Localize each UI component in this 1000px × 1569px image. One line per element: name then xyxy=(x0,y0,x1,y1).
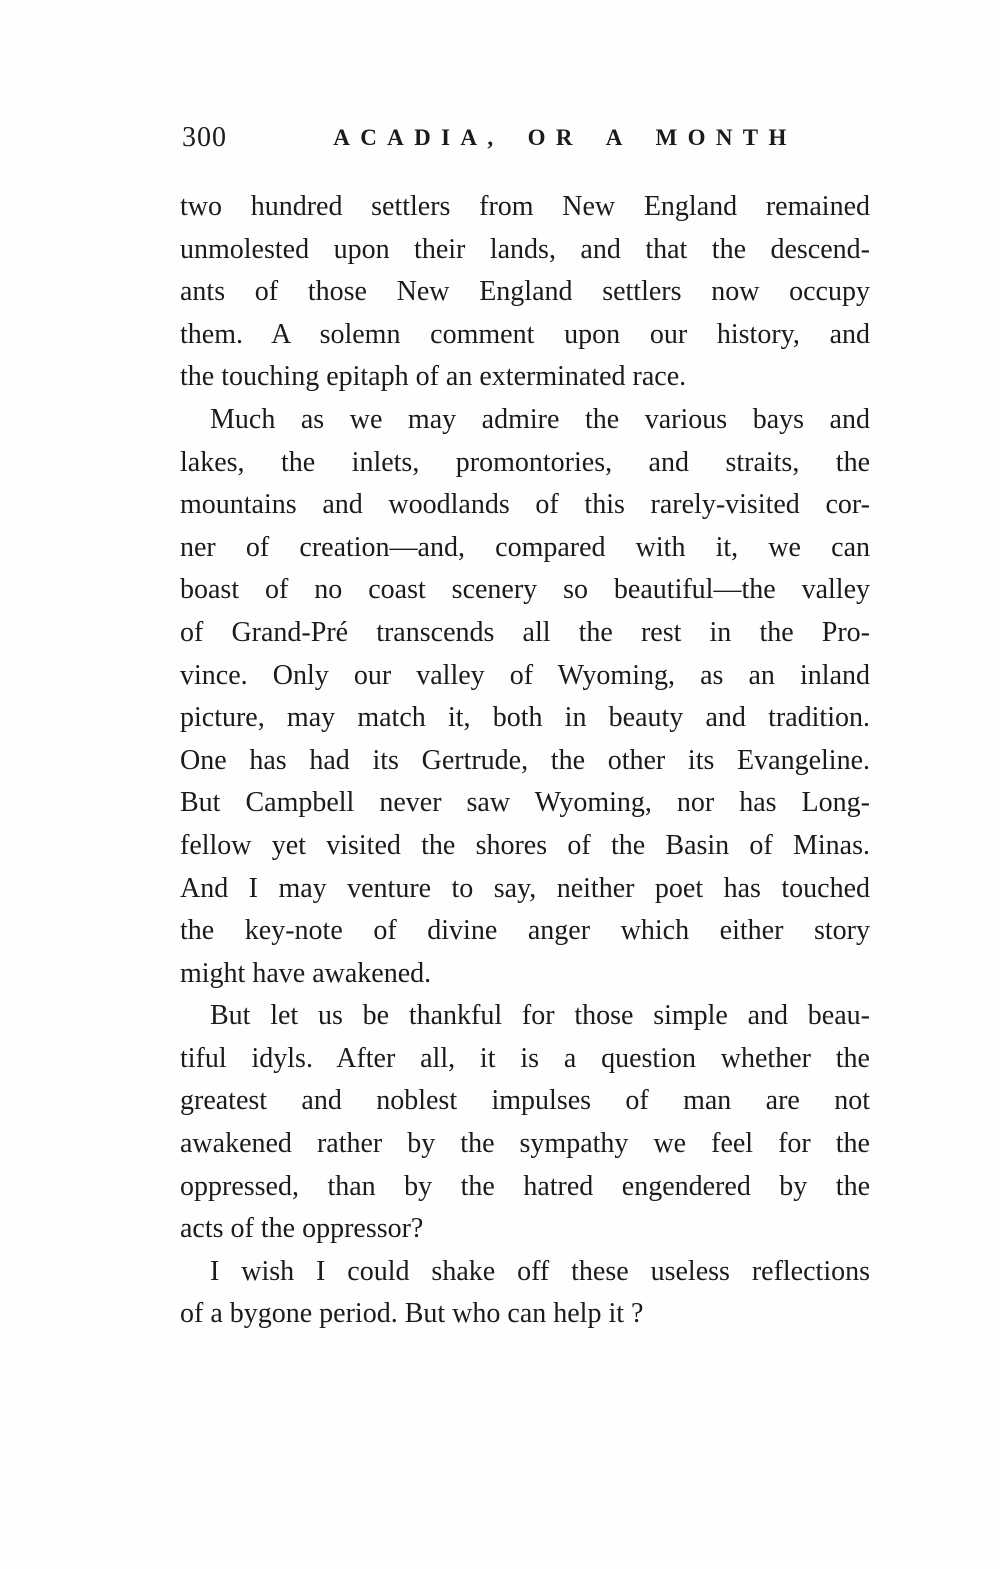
text-line: acts of the oppressor? xyxy=(180,1213,424,1245)
text-line: boast of no coast scenery so beautiful—the valley xyxy=(180,574,870,606)
text-line: But let us be thankful for those simple and beau- xyxy=(210,1000,870,1032)
text-line: tiful idyls. After all, it is a question whether the xyxy=(180,1042,870,1074)
text-line: of Grand-Pré transcends all the rest in the Pro- xyxy=(180,616,870,648)
text-line: picture, may match it, both in beauty and tradition. xyxy=(180,702,870,734)
text-line: awakened rather by the sympathy we feel for the xyxy=(180,1128,870,1160)
text-line: vince. Only our valley of Wyoming, as an inland xyxy=(180,659,870,691)
text-line: of a bygone period. But who can help it ? xyxy=(180,1298,644,1330)
text-line: two hundred settlers from New England remained xyxy=(180,191,870,222)
text-line: might have awakened. xyxy=(180,957,432,989)
text-line: ner of creation—and, compared with it, we can xyxy=(180,531,870,563)
text-line: the key-note of divine anger which either story xyxy=(180,915,870,947)
text-line: But Campbell never saw Wyoming, nor has Long- xyxy=(180,787,870,819)
text-line: lakes, the inlets, promontories, and straits, the xyxy=(180,446,870,478)
text-line: fellow yet visited the shores of the Basin of Minas. xyxy=(180,829,870,861)
text-line: mountains and woodlands of this rarely-visited cor- xyxy=(180,489,870,521)
text-line: unmolested upon their lands, and that the descend- xyxy=(180,233,870,265)
text-line: One has had its Gertrude, the other its Evangeline. xyxy=(180,744,870,776)
page-number: 300 xyxy=(182,122,227,153)
text-line: the touching epitaph of an exterminated race. xyxy=(180,361,687,393)
text-line: greatest and noblest impulses of man are not xyxy=(180,1085,870,1117)
running-head xyxy=(180,122,870,156)
page-title: ACADIA, OR A MONTH xyxy=(333,125,797,150)
text-line: oppressed, than by the hatred engendered by the xyxy=(180,1170,870,1202)
text-line: Much as we may admire the various bays and xyxy=(210,403,870,435)
text-line: ants of those New England settlers now occupy xyxy=(180,276,870,308)
text-line: them. A solemn comment upon our history, and xyxy=(180,318,870,350)
text-line: And I may venture to say, neither poet has touched xyxy=(180,872,870,904)
body-text xyxy=(180,186,870,1336)
text-line: I wish I could shake off these useless reflections xyxy=(210,1255,870,1287)
